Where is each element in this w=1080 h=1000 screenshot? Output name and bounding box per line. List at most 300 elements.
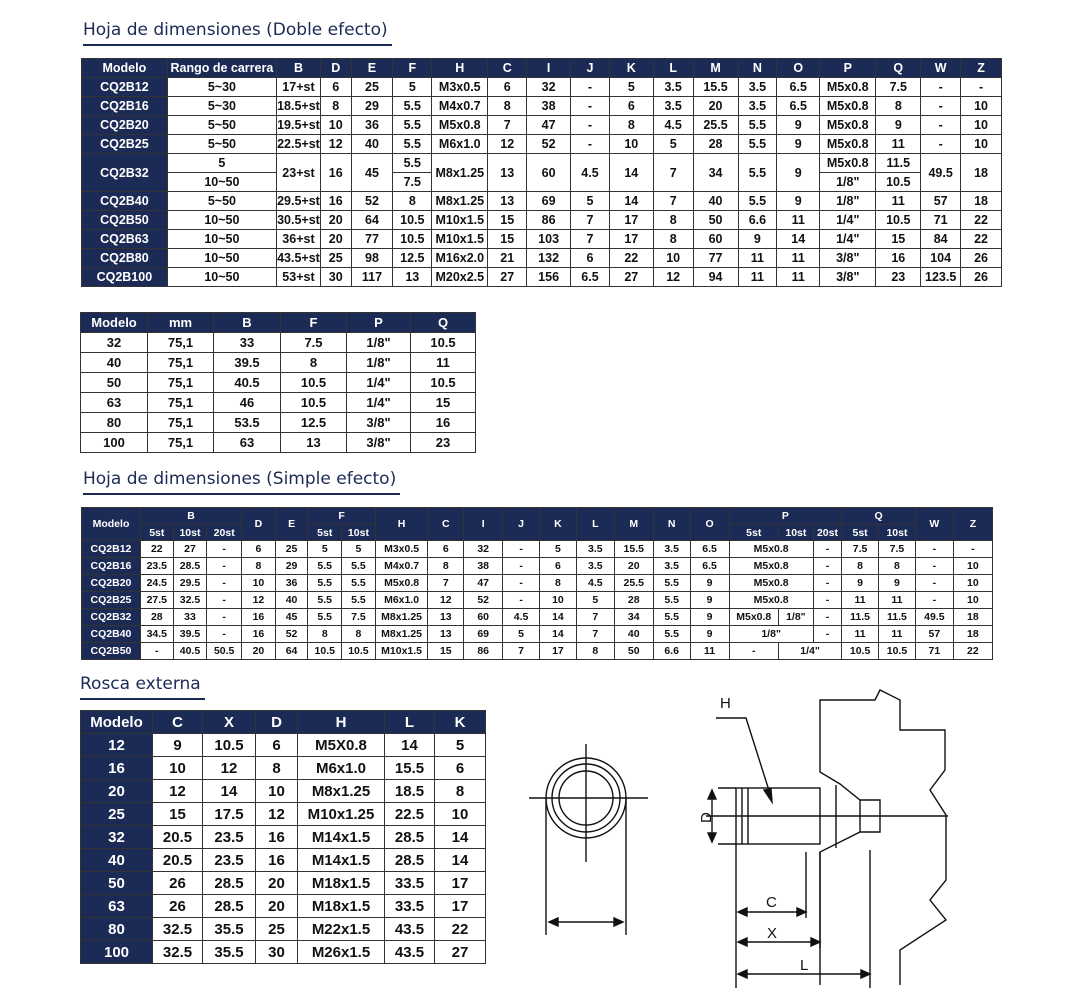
value-cell: 38 (527, 97, 571, 116)
value-cell: 5 (609, 78, 653, 97)
value-cell: 32.5 (153, 918, 203, 941)
value-cell: 86 (464, 643, 503, 660)
value-cell: 5.5 (393, 135, 432, 154)
value-cell: 75,1 (148, 393, 214, 413)
value-cell: 33 (214, 333, 281, 353)
value-cell: 77 (351, 230, 393, 249)
value-cell: 103 (527, 230, 571, 249)
value-cell: - (921, 97, 961, 116)
small-col-0: Modelo (81, 313, 148, 333)
external-col-4: H (298, 711, 385, 734)
model-cell: 100 (81, 433, 148, 453)
model-cell: CQ2B20 (82, 575, 141, 592)
value-cell: 27 (435, 941, 486, 964)
value-cell: 23 (411, 433, 476, 453)
value-cell: 27 (173, 541, 207, 558)
value-cell: 32 (527, 78, 571, 97)
value-cell: 18.5+st (277, 97, 321, 116)
value-cell: M6x1.0 (298, 757, 385, 780)
value-cell: - (915, 575, 953, 592)
value-cell: 47 (464, 575, 503, 592)
value-cell: - (571, 78, 610, 97)
value-cell: 84 (921, 230, 961, 249)
value-cell: 17 (435, 895, 486, 918)
value-cell: 34.5 (140, 626, 173, 643)
value-cell: M20x2.5 (432, 268, 488, 287)
value-cell: - (503, 541, 540, 558)
value-cell: 6.5 (777, 78, 820, 97)
value-cell: 18 (953, 609, 992, 626)
value-cell: 26 (961, 268, 1002, 287)
external-col-0: Modelo (81, 711, 153, 734)
value-cell: 3/8" (820, 249, 876, 268)
value-cell: - (503, 592, 540, 609)
value-cell: 86 (527, 211, 571, 230)
value-cell: 10.5 (393, 211, 432, 230)
value-cell: - (813, 575, 841, 592)
model-cell: 20 (81, 780, 153, 803)
value-cell: M5x0.8 (375, 575, 428, 592)
model-cell: CQ2B16 (82, 558, 141, 575)
value-cell: 22.5 (385, 803, 435, 826)
value-cell: 10 (256, 780, 298, 803)
value-cell: 10.5 (308, 643, 342, 660)
col-I: I (464, 508, 503, 541)
value-cell: - (207, 592, 242, 609)
value-cell: 15 (876, 230, 921, 249)
double-effect-header-row (82, 59, 1002, 78)
value-cell: M14x1.5 (298, 849, 385, 872)
value-cell: 39.5 (173, 626, 207, 643)
value-cell: 7 (571, 211, 610, 230)
value-cell: 8 (842, 558, 879, 575)
value-cell: 8 (576, 643, 614, 660)
table-row (81, 826, 486, 849)
value-cell: 11 (777, 268, 820, 287)
model-cell: 32 (81, 333, 148, 353)
value-cell: 8 (320, 97, 351, 116)
value-cell: - (207, 626, 242, 643)
value-cell: 25 (256, 918, 298, 941)
value-cell: 8 (428, 558, 464, 575)
value-cell: 6.5 (690, 541, 729, 558)
value-cell: 6.5 (571, 268, 610, 287)
value-cell: 17 (609, 211, 653, 230)
value-cell: 5 (308, 541, 342, 558)
table-row (82, 592, 993, 609)
value-cell: - (921, 116, 961, 135)
model-cell: CQ2B16 (82, 97, 168, 116)
table-row (81, 393, 476, 413)
piston-dimensions-table (80, 312, 476, 453)
value-cell: 11 (876, 135, 921, 154)
label-L: L (800, 957, 809, 974)
value-cell: 10 (653, 249, 693, 268)
value-cell: 12 (242, 592, 276, 609)
value-cell: 7 (576, 609, 614, 626)
value-cell: - (915, 541, 953, 558)
table-row (81, 433, 476, 453)
value-cell: 60 (527, 154, 571, 192)
model-cell: 80 (81, 413, 148, 433)
value-cell: M5x0.8 (432, 116, 488, 135)
model-cell: 32 (81, 826, 153, 849)
value-cell: 18 (953, 626, 992, 643)
sub-Q-10st: 10st (879, 525, 916, 541)
double-col-5: F (393, 59, 432, 78)
double-col-2: B (277, 59, 321, 78)
value-cell: 11 (879, 592, 916, 609)
value-cell: 53.5 (214, 413, 281, 433)
model-cell: CQ2B50 (82, 643, 141, 660)
value-cell: 29 (351, 97, 393, 116)
external-col-6: K (435, 711, 486, 734)
value-cell: 9 (777, 192, 820, 211)
value-cell: 7 (428, 575, 464, 592)
value-cell: 60 (693, 230, 738, 249)
value-cell: 11 (738, 249, 777, 268)
model-cell: CQ2B80 (82, 249, 168, 268)
value-cell: 10 (153, 757, 203, 780)
value-cell: 8 (609, 116, 653, 135)
double-col-8: I (527, 59, 571, 78)
value-cell: 14 (435, 849, 486, 872)
value-cell: 6 (435, 757, 486, 780)
value-cell: 33.5 (385, 872, 435, 895)
value-cell: 6.6 (738, 211, 777, 230)
table-row (82, 609, 993, 626)
value-cell: 10 (953, 592, 992, 609)
value-cell: 94 (693, 268, 738, 287)
table-row (82, 97, 1002, 116)
table-row (82, 78, 1002, 97)
value-cell: 33 (173, 609, 207, 626)
value-cell: 7.5 (393, 173, 432, 192)
value-cell: 50 (614, 643, 653, 660)
value-cell: 6.5 (690, 558, 729, 575)
value-cell: 22.5+st (277, 135, 321, 154)
value-cell: 25 (320, 249, 351, 268)
value-cell: 10.5 (342, 643, 376, 660)
value-cell: M5x0.8 (729, 558, 813, 575)
value-cell: 7 (653, 154, 693, 192)
value-cell: 26 (153, 895, 203, 918)
value-cell: - (813, 558, 841, 575)
value-cell: 10.5 (281, 393, 347, 413)
value-cell: 52 (527, 135, 571, 154)
value-cell: 9 (690, 609, 729, 626)
double-col-1: Rango de carrera (167, 59, 276, 78)
value-cell: M10x1.5 (432, 230, 488, 249)
value-cell: 6 (540, 558, 577, 575)
value-cell: 9 (777, 154, 820, 192)
value-cell: 39.5 (214, 353, 281, 373)
value-cell: 43.5 (385, 918, 435, 941)
value-cell: M16x2.0 (432, 249, 488, 268)
value-cell: 10 (609, 135, 653, 154)
value-cell: M5x0.8 (820, 154, 876, 173)
value-cell: 20 (614, 558, 653, 575)
value-cell: 3.5 (653, 78, 693, 97)
value-cell: 25.5 (693, 116, 738, 135)
value-cell: 32.5 (173, 592, 207, 609)
value-cell: 132 (527, 249, 571, 268)
value-cell: 7.5 (842, 541, 879, 558)
value-cell: 26 (153, 872, 203, 895)
value-cell: 5.5 (308, 575, 342, 592)
single-effect-title: Hoja de dimensiones (Simple efecto) (83, 469, 396, 492)
value-cell: M8x1.25 (375, 626, 428, 643)
value-cell: - (207, 558, 242, 575)
value-cell: 8 (242, 558, 276, 575)
value-cell: M5x0.8 (820, 78, 876, 97)
value-cell: 14 (435, 826, 486, 849)
value-cell: 75,1 (148, 333, 214, 353)
value-cell: 10 (320, 116, 351, 135)
table-row (81, 413, 476, 433)
value-cell: 3.5 (653, 558, 690, 575)
double-col-4: E (351, 59, 393, 78)
value-cell: 5.5 (308, 558, 342, 575)
value-cell: 5 (342, 541, 376, 558)
col-Q: Q (842, 508, 916, 525)
value-cell: 22 (953, 643, 992, 660)
value-cell: 5.5 (738, 154, 777, 192)
value-cell: 75,1 (148, 413, 214, 433)
double-col-16: Q (876, 59, 921, 78)
value-cell: 6 (320, 78, 351, 97)
model-cell: CQ2B40 (82, 626, 141, 643)
sub-B-20st: 20st (207, 525, 242, 541)
model-cell: 40 (81, 849, 153, 872)
value-cell: 8 (308, 626, 342, 643)
value-cell: 5.5 (738, 135, 777, 154)
table-row (82, 211, 1002, 230)
value-cell: 20 (320, 230, 351, 249)
double-col-7: C (488, 59, 527, 78)
col-D: D (242, 508, 276, 541)
double-col-10: K (609, 59, 653, 78)
table-row (82, 116, 1002, 135)
value-cell: 8 (653, 230, 693, 249)
model-cell: 63 (81, 393, 148, 413)
value-cell: 75,1 (148, 433, 214, 453)
value-cell: M10x1.5 (375, 643, 428, 660)
value-cell: 1/4" (347, 373, 411, 393)
value-cell: 5 (435, 734, 486, 757)
value-cell: - (207, 575, 242, 592)
external-table-header-row (81, 711, 486, 734)
value-cell: 13 (428, 609, 464, 626)
value-cell: 10.5 (876, 173, 921, 192)
value-cell: 9 (842, 575, 879, 592)
col-J: J (503, 508, 540, 541)
col-B: B (140, 508, 241, 525)
value-cell: 28.5 (203, 895, 256, 918)
value-cell: M8x1.25 (432, 154, 488, 192)
value-cell: 30.5+st (277, 211, 321, 230)
value-cell: 29.5+st (277, 192, 321, 211)
value-cell: 5.5 (653, 575, 690, 592)
value-cell: 35.5 (203, 918, 256, 941)
value-cell: 123.5 (921, 268, 961, 287)
value-cell: 23+st (277, 154, 321, 192)
value-cell: 3/8" (347, 433, 411, 453)
value-cell: 10 (961, 116, 1002, 135)
value-cell: 3.5 (653, 541, 690, 558)
value-cell: 16 (256, 826, 298, 849)
value-cell: 10.5 (842, 643, 879, 660)
value-cell: 16 (320, 192, 351, 211)
double-col-3: D (320, 59, 351, 78)
value-cell: 71 (915, 643, 953, 660)
value-cell: 35.5 (203, 941, 256, 964)
value-cell: 28 (140, 609, 173, 626)
double-col-13: N (738, 59, 777, 78)
value-cell: 20 (256, 895, 298, 918)
value-cell: 11 (777, 249, 820, 268)
value-cell: M18x1.5 (298, 872, 385, 895)
value-cell: 24.5 (140, 575, 173, 592)
value-cell: M5x0.8 (820, 116, 876, 135)
value-cell: 5 (576, 592, 614, 609)
value-cell: 49.5 (921, 154, 961, 192)
double-col-15: P (820, 59, 876, 78)
value-cell: 12.5 (281, 413, 347, 433)
model-cell: 100 (81, 941, 153, 964)
value-cell: 38 (464, 558, 503, 575)
value-cell: 57 (921, 192, 961, 211)
value-cell: 3/8" (347, 413, 411, 433)
model-cell: 16 (81, 757, 153, 780)
table-row (81, 941, 486, 964)
value-cell: 11.5 (876, 154, 921, 173)
value-cell: 5.5 (308, 592, 342, 609)
value-cell: 11 (738, 268, 777, 287)
value-cell: 5.5 (342, 558, 376, 575)
sub-P-10st: 10st (779, 525, 814, 541)
value-cell: 3.5 (576, 558, 614, 575)
value-cell: M6x1.0 (375, 592, 428, 609)
double-col-9: J (571, 59, 610, 78)
value-cell: 14 (203, 780, 256, 803)
value-cell: 16 (242, 609, 276, 626)
value-cell: 69 (464, 626, 503, 643)
value-cell: - (915, 592, 953, 609)
value-cell: 10~50 (167, 173, 276, 192)
model-cell: CQ2B32 (82, 609, 141, 626)
value-cell: 13 (488, 192, 527, 211)
value-cell: - (961, 78, 1002, 97)
value-cell: 5~50 (167, 135, 276, 154)
table-row (82, 268, 1002, 287)
sub-P-20st: 20st (813, 525, 841, 541)
value-cell: 50.5 (207, 643, 242, 660)
value-cell: 5 (167, 154, 276, 173)
value-cell: 6 (571, 249, 610, 268)
col-F: F (308, 508, 375, 525)
external-thread-title: Rosca externa (80, 674, 201, 697)
value-cell: 9 (153, 734, 203, 757)
value-cell: 7 (503, 643, 540, 660)
value-cell: 16 (256, 849, 298, 872)
value-cell: M4x0.7 (432, 97, 488, 116)
value-cell: 32 (464, 541, 503, 558)
small-col-1: mm (148, 313, 214, 333)
value-cell: 10~50 (167, 249, 276, 268)
value-cell: 28.5 (203, 872, 256, 895)
value-cell: 40 (614, 626, 653, 643)
value-cell: 12 (203, 757, 256, 780)
value-cell: 12.5 (393, 249, 432, 268)
value-cell: 7 (571, 230, 610, 249)
external-col-3: D (256, 711, 298, 734)
value-cell: 8 (342, 626, 376, 643)
value-cell: 43.5 (385, 941, 435, 964)
value-cell: 10.5 (393, 230, 432, 249)
value-cell: 17 (609, 230, 653, 249)
value-cell: 7.5 (879, 541, 916, 558)
external-col-1: C (153, 711, 203, 734)
value-cell: - (571, 97, 610, 116)
value-cell: 45 (351, 154, 393, 192)
label-H: H (720, 695, 731, 712)
value-cell: 6 (242, 541, 276, 558)
table-row (81, 353, 476, 373)
label-D: D (698, 812, 715, 823)
value-cell: 17 (435, 872, 486, 895)
table-row (81, 849, 486, 872)
col-P: P (729, 508, 842, 525)
value-cell: 1/8" (347, 333, 411, 353)
side-view-diagram (706, 690, 948, 988)
value-cell: 16 (320, 154, 351, 192)
value-cell: 1/8" (729, 626, 813, 643)
value-cell: 12 (320, 135, 351, 154)
value-cell: 13 (488, 154, 527, 192)
value-cell: 11 (876, 192, 921, 211)
table-row (82, 154, 1002, 173)
table-row (82, 192, 1002, 211)
value-cell: 43.5+st (277, 249, 321, 268)
model-cell: 63 (81, 895, 153, 918)
value-cell: M5x0.8 (729, 609, 778, 626)
sub-F-5st: 5st (308, 525, 342, 541)
value-cell: 40.5 (173, 643, 207, 660)
value-cell: 14 (777, 230, 820, 249)
value-cell: 28 (614, 592, 653, 609)
table-row (81, 734, 486, 757)
value-cell: 20 (256, 872, 298, 895)
value-cell: 104 (921, 249, 961, 268)
small-col-4: P (347, 313, 411, 333)
col-K: K (540, 508, 577, 541)
value-cell: 33.5 (385, 895, 435, 918)
value-cell: 14 (609, 154, 653, 192)
value-cell: 15.5 (693, 78, 738, 97)
value-cell: 7 (576, 626, 614, 643)
value-cell: 7.5 (342, 609, 376, 626)
value-cell: 9 (777, 135, 820, 154)
value-cell: 25 (351, 78, 393, 97)
value-cell: 29.5 (173, 575, 207, 592)
value-cell: 1/8" (347, 353, 411, 373)
value-cell: 3.5 (738, 97, 777, 116)
double-col-11: L (653, 59, 693, 78)
value-cell: 8 (281, 353, 347, 373)
value-cell: 29 (275, 558, 308, 575)
value-cell: - (207, 541, 242, 558)
